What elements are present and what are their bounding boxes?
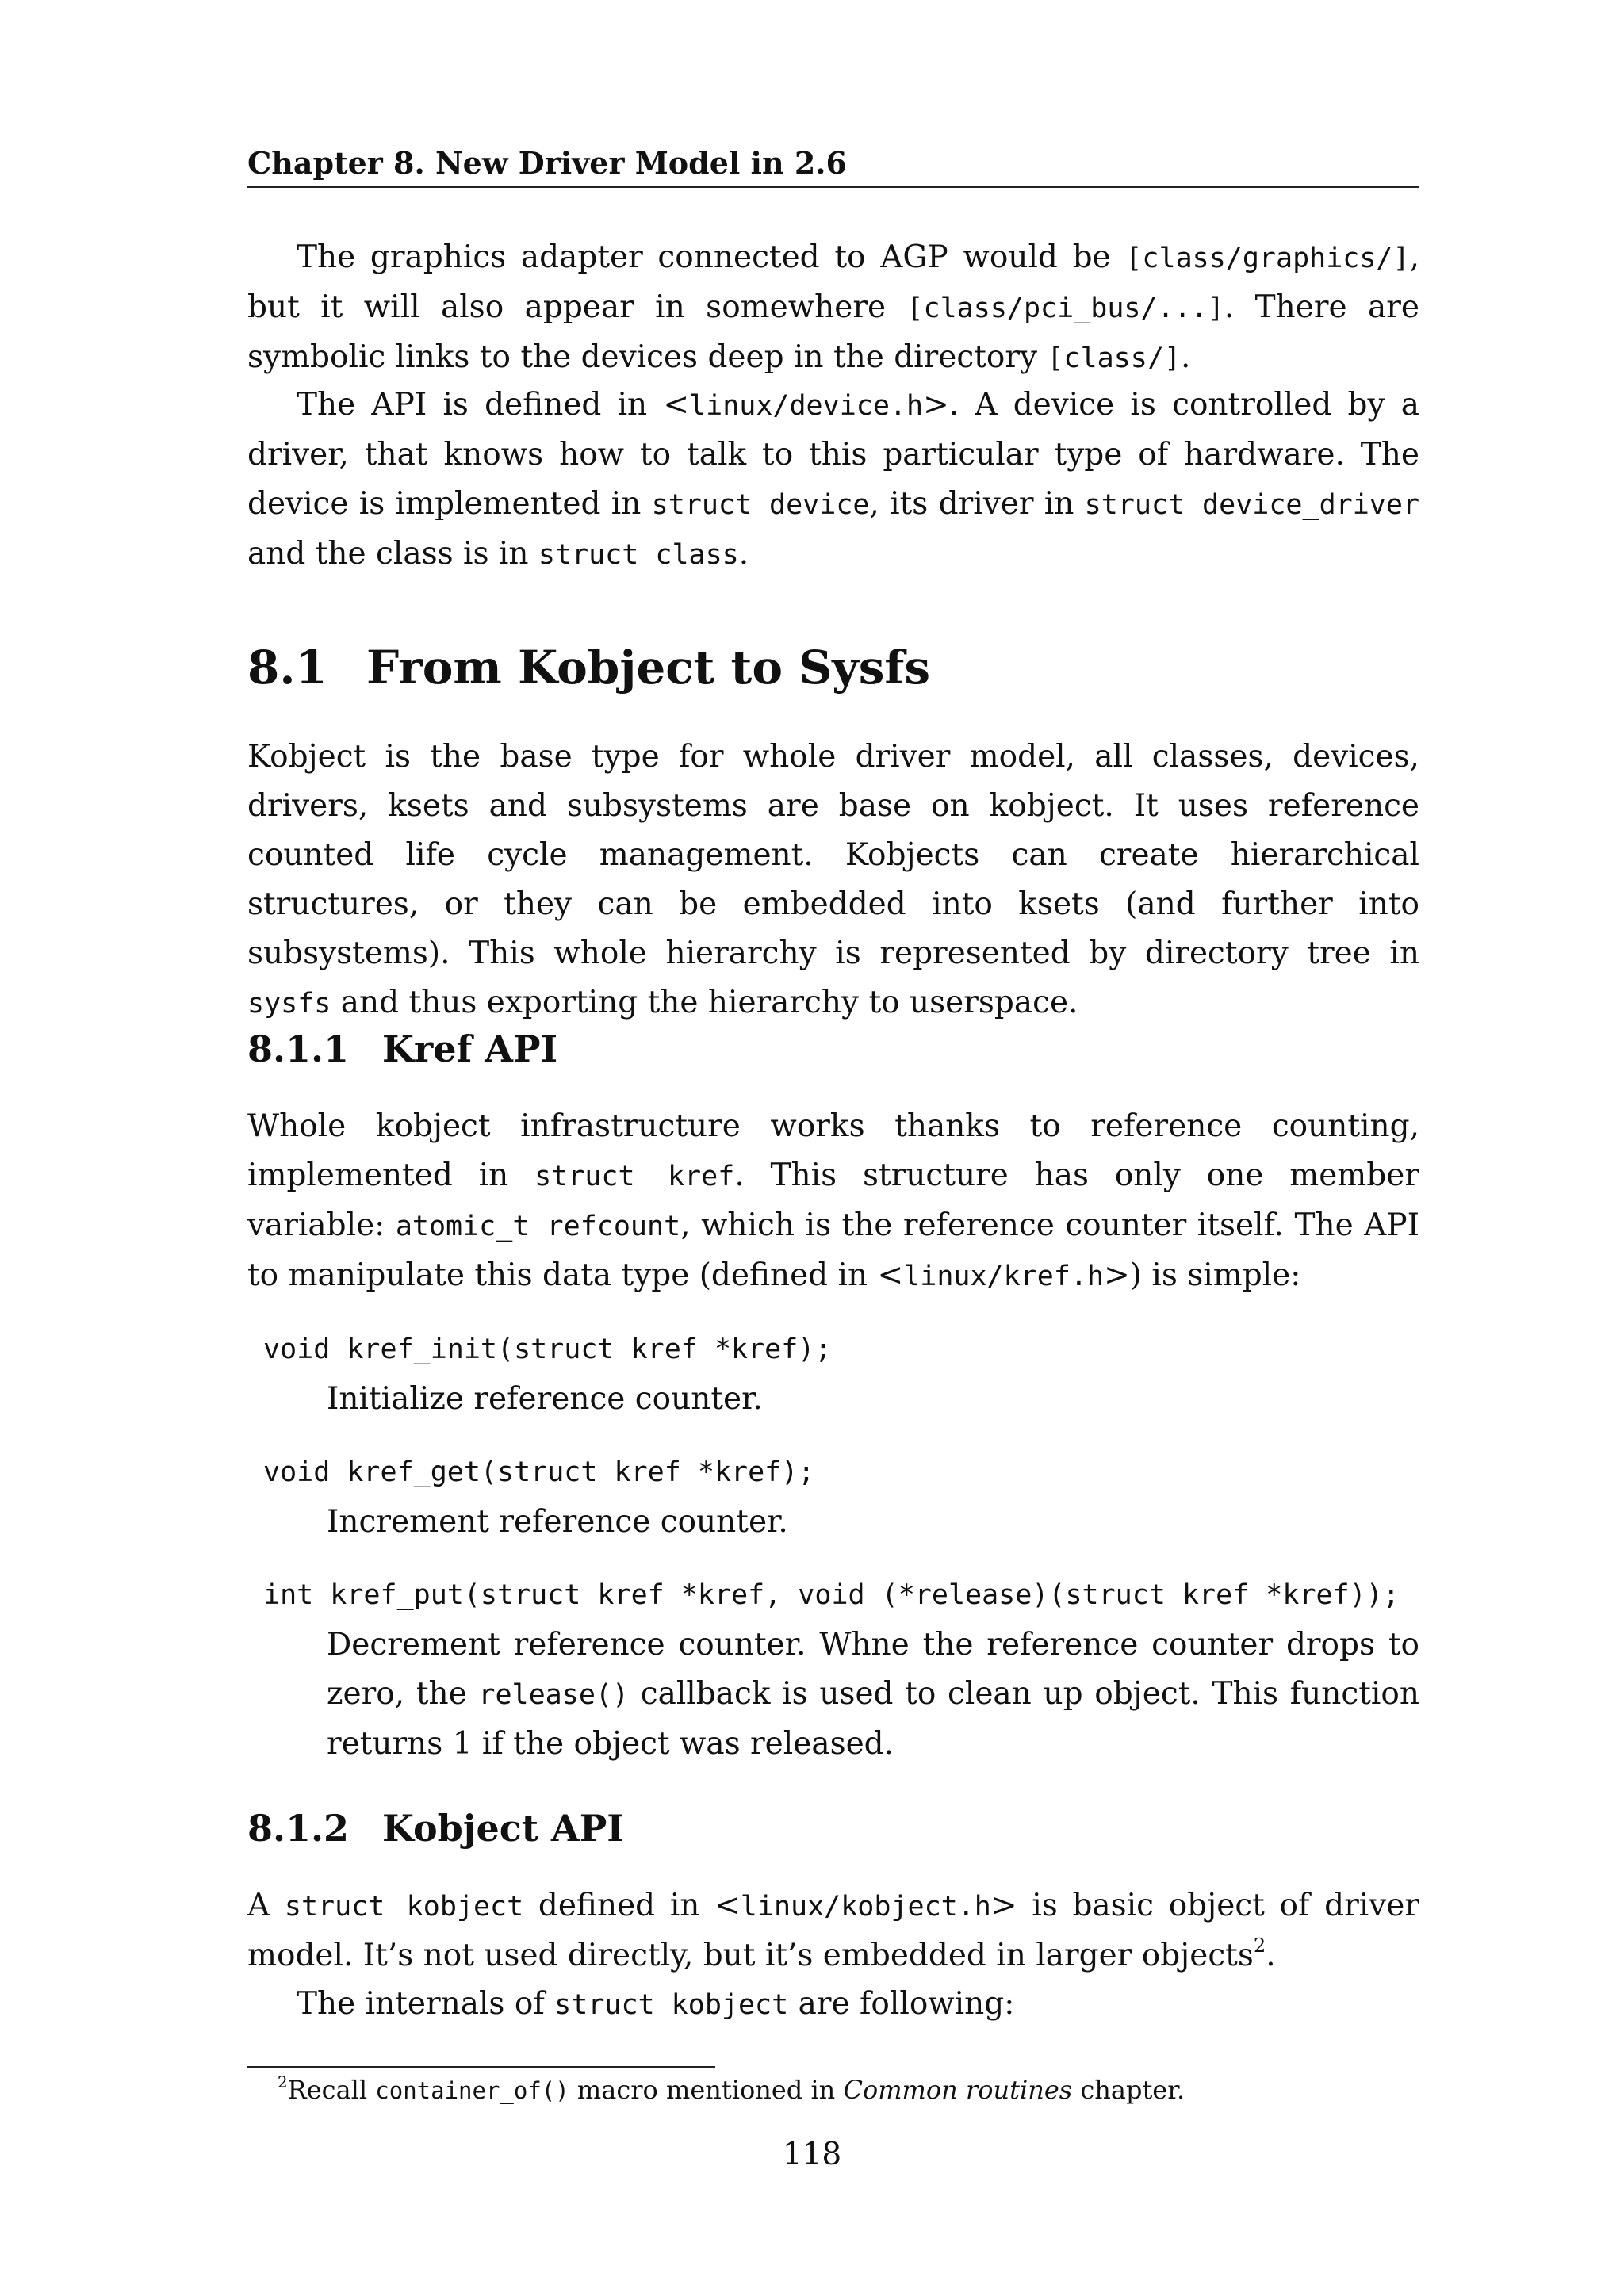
page-number: 118 (782, 2137, 842, 2172)
subsection-title: Kref API (382, 1027, 558, 1070)
section-8-1-2-paragraph-1: A struct kobject defined in <linux/kobject.h> is basic object of driver model. It’s not used directly, but it’s embedded in larger objects$^2$. (247, 1888, 1419, 1973)
subsection-number: 8.1.1 (247, 1027, 350, 1070)
running-head: Chapter 8. New Driver Model in 2.6 (247, 145, 847, 181)
function-signature-kref-get: void kref_get(struct kref *kref); (263, 1456, 815, 1488)
section-8-1-paragraph: Kobject is the base type for whole driver model, all classes, devices, drivers, ksets and subsystems are base on kobject. It uses reference counted life cycle management. Kobjects can create hierarchical structures, or they can be embedded into ksets (and further into subsystems). This whole hierarchy is represented by directory tree in sysfs and thus exporting the hierarchy to userspace. (247, 739, 1419, 1020)
section-title: From Kobject to Sysfs (366, 641, 931, 695)
section-number: 8.1 (247, 641, 327, 695)
section-heading-8-1 (247, 641, 930, 695)
footnote-mark: 2 (278, 2073, 288, 2092)
footnote-rule (247, 2066, 715, 2068)
subsection-heading-8-1-2 (247, 1807, 624, 1850)
intro-paragraph-2: The API is defined in <linux/device.h>. A device is controlled by a driver, that knows how to talk to this particular type of hardware. The device is implemented in struct device, its driver in struct device_driver and the class is in struct class. (247, 387, 1419, 572)
function-signature-kref-put: int kref_put(struct kref *kref, void (*release)(struct kref *kref)); (263, 1579, 1400, 1611)
footnote: $^2$Recall container_of() macro mentioned in Common routines chapter. (278, 2073, 1185, 2105)
subsection-number: 8.1.2 (247, 1807, 350, 1850)
section-8-1-2-paragraph-2: The internals of struct kobject are following: (297, 1986, 1015, 2022)
function-signature-kref-init: void kref_init(struct kref *kref); (263, 1334, 832, 1365)
function-description-kref-put: Decrement reference counter. Whne the reference counter drops to zero, the release() callback is used to clean up object. This function returns 1 if the object was released. (327, 1627, 1420, 1762)
function-description-kref-init: Initialize reference counter. (327, 1381, 763, 1417)
footnote-reference[interactable]: 2 (1253, 1934, 1266, 1957)
intro-paragraph-1: The graphics adapter connected to AGP would be [class/graphics/], but it will also appear in somewhere [class/pci_bus/...]. There are symbolic links to the devices deep in the directory [class/]. (247, 239, 1419, 375)
header-rule (247, 186, 1419, 188)
subsection-title: Kobject API (382, 1807, 624, 1850)
subsection-heading-8-1-1 (247, 1027, 557, 1070)
section-8-1-1-paragraph: Whole kobject infrastructure works thanks to reference counting, implemented in struct kref. This structure has only one member variable: atomic_t refcount, which is the reference counter itself. The API to manipulate this data type (defined in <linux/kref.h>) is simple: (247, 1108, 1419, 1293)
function-description-kref-get: Increment reference counter. (327, 1504, 788, 1540)
